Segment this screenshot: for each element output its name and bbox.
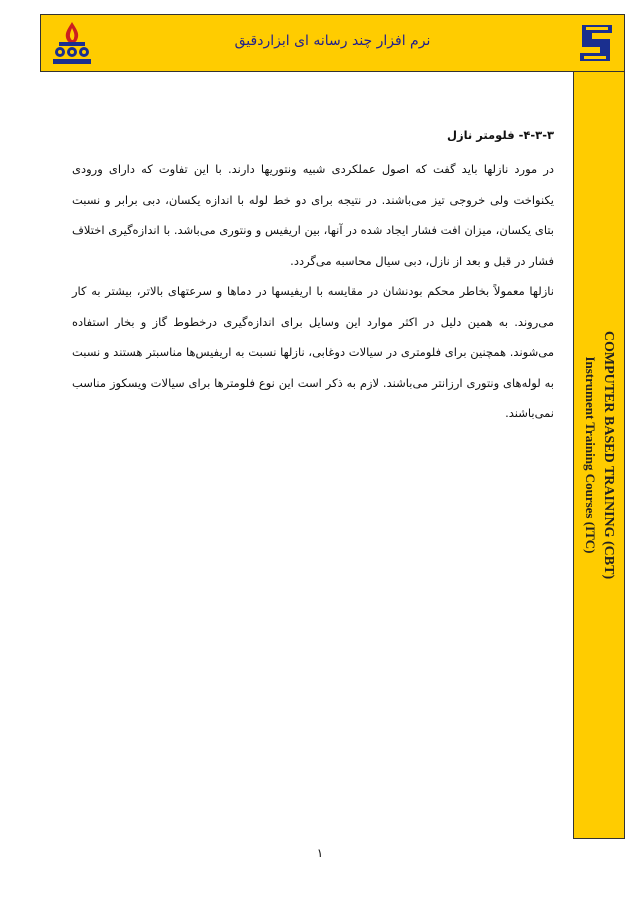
page-number: ۱ <box>316 846 324 860</box>
paragraph-2: نازلها معمولاً بخاطر محکم بودنشان در مقایسه با اریفیسها در دماها و سرعتهای بالاتر، بیشتر به کار می‌روند. به همین دلیل در اکثر موارد این وسایل برای اندازه‌گیری درخطوط گاز و بخار استفاده می‌شوند. همچنین برای فلومتری در سیالات دوغابی، نازلها نسبت به اریفیس‌ها مناسبتر هستند و نسبت به لوله‌های ونتوری ارزانتر می‌باشند. لازم به ذکر است این نوع فلومترها برای سیالات ویسکوز مناسب نمی‌باشند. <box>72 284 554 420</box>
page-title: نرم افزار چند رسانه ای ابزاردقیق <box>234 33 431 49</box>
section-heading: ۴-۳-۳- فلومتر نازل <box>446 128 554 142</box>
side-banner-line2: Instrument Training Courses (ITC) <box>583 356 598 554</box>
paragraph-1: در مورد نازلها باید گفت که اصول عملکردی شبیه ونتوریها دارند. با این تفاوت که دارای ورودی یکنواخت ولی خروجی تیز می‌باشند. در نتیجه برای دو خط لوله با اندازه یکسان، دبی برابر و نسبت بتای یکسان، میزان افت فشار ایجاد شده در آنها، بین اریفیس و ونتوری می‌باشد. با اندازه‌گیری اختلاف فشار در قبل و بعد از نازل، دبی سیال محاسبه می‌گردد. <box>72 162 554 268</box>
niocc-monogram-logo-icon <box>572 19 620 67</box>
document-body <box>72 124 554 429</box>
header-banner <box>40 14 625 72</box>
side-banner-text <box>581 331 617 579</box>
side-banner <box>573 72 625 839</box>
side-banner-line1: COMPUTER BASED TRAINING (CBT) <box>601 330 616 580</box>
